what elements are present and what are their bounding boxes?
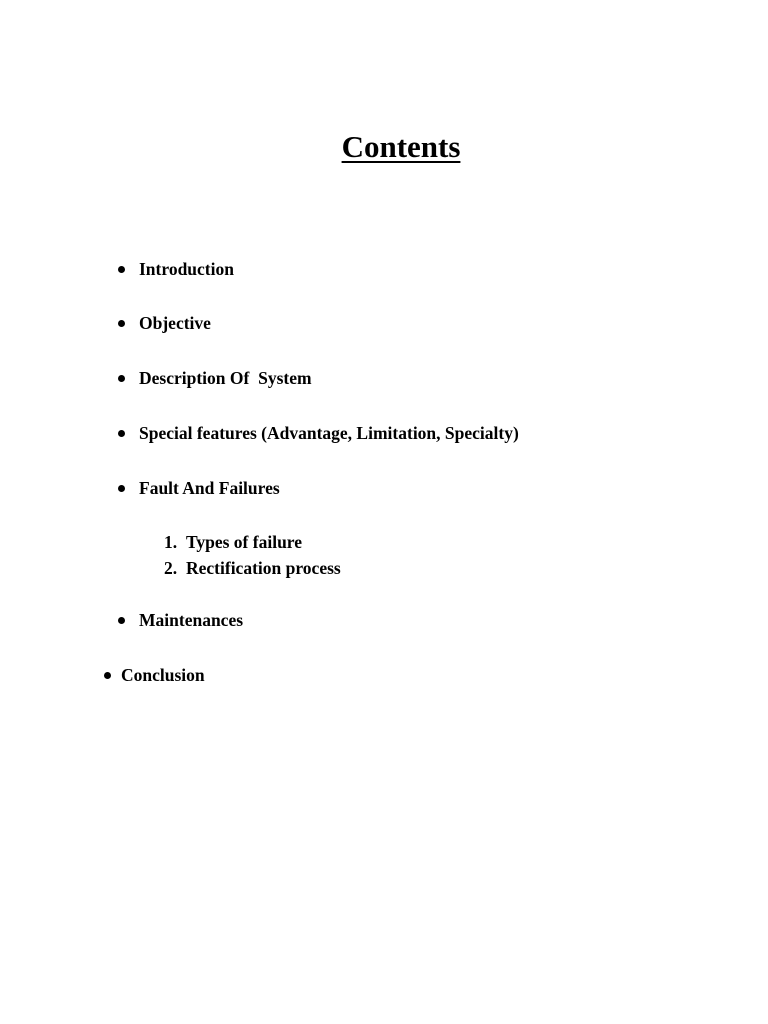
bullet-icon — [118, 617, 125, 624]
sublist-number: 2. — [164, 558, 178, 578]
sublist-item-label: Rectification process — [186, 558, 341, 578]
page-title: Contents — [341, 129, 461, 164]
sublist-number: 1. — [164, 532, 178, 552]
bullet-icon — [118, 320, 125, 327]
sublist-item-label: Types of failure — [186, 532, 303, 552]
list-item-label: Introduction — [139, 259, 234, 279]
bullet-icon — [118, 375, 125, 382]
list-item-label: Special features (Advantage, Limitation, Specialty) — [139, 423, 519, 443]
bullet-icon — [118, 266, 125, 273]
list-item-label: Fault And Failures — [139, 478, 280, 498]
list-item-label: Objective — [139, 313, 211, 333]
list-item-label: Description Of System — [139, 368, 312, 388]
bullet-icon — [118, 485, 125, 492]
bullet-icon — [118, 430, 125, 437]
list-item-label: Conclusion — [121, 665, 205, 685]
list-item-label: Maintenances — [139, 610, 244, 630]
bullet-icon — [104, 672, 111, 679]
